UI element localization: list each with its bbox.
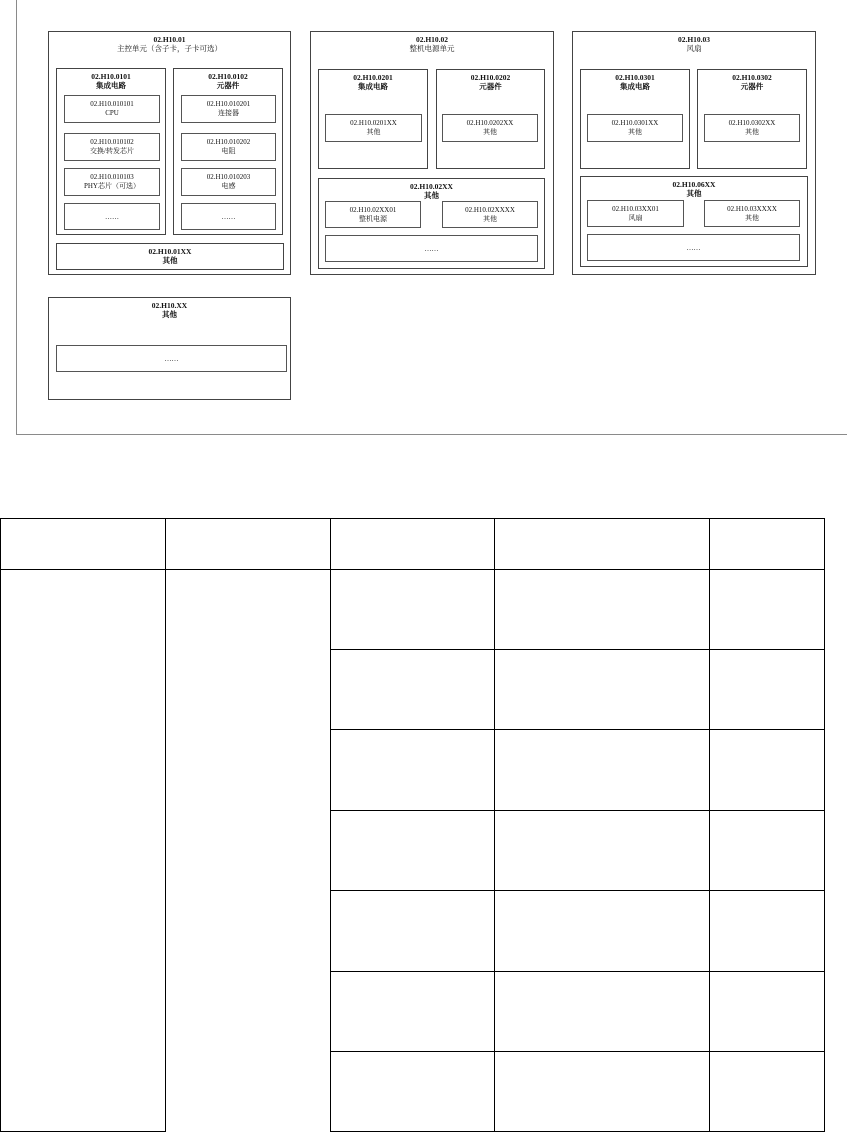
leaf-item [704,114,800,142]
table-cell [494,650,709,730]
leaf-name: 其他 [745,128,759,136]
table-cell [494,570,709,650]
table-cell [494,811,709,891]
table-cell [709,891,824,972]
leaf-item [704,200,800,227]
leaf-code: 02.H10.0202XX [466,119,514,127]
group-title [49,298,290,319]
category-other [56,243,284,270]
group-name: 风扇 [686,44,702,53]
group-title [573,32,815,53]
leaf-more [587,234,800,261]
category-name: 元器件 [740,82,764,91]
category-name: 元器件 [216,81,240,90]
leaf-name: PHY芯片（可选） [83,182,140,190]
leaf-code: 02.H10.010203 [206,173,251,181]
leaf-item [181,95,276,123]
group-name: 其他 [162,310,177,319]
leaf-item [64,168,160,196]
leaf-code: 02.H10.010101 [90,100,134,108]
leaf-name: 电感 [221,182,236,190]
table-cell [494,891,709,972]
table-cell [709,650,824,730]
table-cell [709,1052,824,1132]
leaf-code: 02.H10.010201 [206,100,251,108]
category-name: 集成电路 [620,82,650,91]
leaf-code: 02.H10.010103 [90,173,134,181]
group-name: 整机电源单元 [409,44,455,53]
leaf-code: 02.H10.03XXXX [727,205,777,213]
leaf-more [64,203,160,230]
category-code: 02.H10.0101 [91,72,131,81]
leaf-name: 其他 [745,214,759,222]
category-title [698,70,806,91]
leaf-code: 02.H10.02XX01 [349,206,397,214]
table-cell [709,730,824,811]
leaf-more [181,203,276,230]
leaf-item [64,133,160,161]
group-code: 02.H10.01 [153,35,186,44]
table-cell [709,972,824,1052]
leaf-more [325,235,538,262]
group-code: 02.H10.03 [677,35,711,44]
category-name: 集成电路 [96,81,126,90]
leaf-item [587,114,683,142]
table-cell [331,570,494,650]
table-cell [494,730,709,811]
leaf-item [587,200,684,227]
table-cell [709,811,824,891]
table-cell [331,891,494,972]
leaf-name: CPU [105,109,119,117]
leaf-name: 连接器 [218,109,239,117]
category-code: 02.H10.0302 [732,73,772,82]
category-title [581,70,689,91]
leaf-code: 02.H10.03XX01 [612,205,659,213]
category-name: 元器件 [479,82,502,91]
leaf-code: 02.H10.0302XX [728,119,776,127]
table-cell [331,1052,494,1132]
leaf-more [56,345,287,372]
table-row [1,570,825,650]
ellipsis: …… [221,212,236,221]
category-title [319,179,544,200]
table-cell [331,650,494,730]
category-title [57,244,283,265]
table-cell [331,730,494,811]
category-code: 02.H10.0202 [470,73,511,82]
leaf-item [181,133,276,161]
group-title [311,32,553,53]
table-header-row [1,519,825,570]
leaf-item [442,114,538,142]
table-cell [494,972,709,1052]
table-cell-merged [166,570,331,1132]
leaf-name: 其他 [366,128,381,136]
leaf-code: 02.H10.0201XX [350,119,397,127]
leaf-item [325,201,421,228]
leaf-code: 02.H10.010102 [90,138,134,146]
leaf-item [64,95,160,123]
table-cell [709,570,824,650]
table-header-cell [1,519,166,570]
table-header-cell [331,519,494,570]
leaf-name: 交换/转发芯片 [90,147,134,155]
table-cell [331,972,494,1052]
category-code: 02.H10.02XX [410,182,453,191]
table-header-cell [166,519,331,570]
category-title [319,70,427,91]
leaf-item [325,114,422,142]
leaf-name: 其他 [483,215,497,223]
leaf-item [181,168,276,196]
table-cell [494,1052,709,1132]
category-name: 其他 [424,191,439,200]
group-title [49,32,290,53]
leaf-item [442,201,538,228]
group-code: 02.H10.02 [415,35,449,44]
table-header-cell [709,519,824,570]
leaf-name: 风扇 [628,214,643,222]
category-title [174,69,282,90]
ellipsis: …… [105,212,119,221]
ellipsis: …… [424,244,439,253]
category-code: 02.H10.0201 [353,73,393,82]
category-code: 02.H10.0301 [615,73,655,82]
category-name: 集成电路 [358,82,388,91]
category-code: 02.H10.01XX [148,247,192,256]
category-name: 其他 [686,189,702,198]
leaf-name: 电阻 [221,147,236,155]
leaf-name: 其他 [628,128,642,136]
leaf-code: 02.H10.0301XX [611,119,659,127]
empty-table [0,518,825,1132]
table-cell-merged [1,570,166,1132]
ellipsis: …… [164,354,179,363]
leaf-code: 02.H10.010202 [206,138,251,146]
category-title [581,177,807,198]
group-name: 主控单元（含子卡，子卡可选） [117,44,222,53]
category-code: 02.H10.0102 [208,72,248,81]
leaf-name: 整机电源 [359,215,387,223]
group-code: 02.H10.XX [151,301,188,310]
ellipsis: …… [686,243,701,252]
category-title [437,70,544,91]
leaf-name: 其他 [483,128,497,136]
category-name: 其他 [162,256,178,265]
table-header-cell [494,519,709,570]
category-title [57,69,165,90]
leaf-code: 02.H10.02XXXX [465,206,515,214]
category-code: 02.H10.06XX [672,180,716,189]
table-cell [331,811,494,891]
